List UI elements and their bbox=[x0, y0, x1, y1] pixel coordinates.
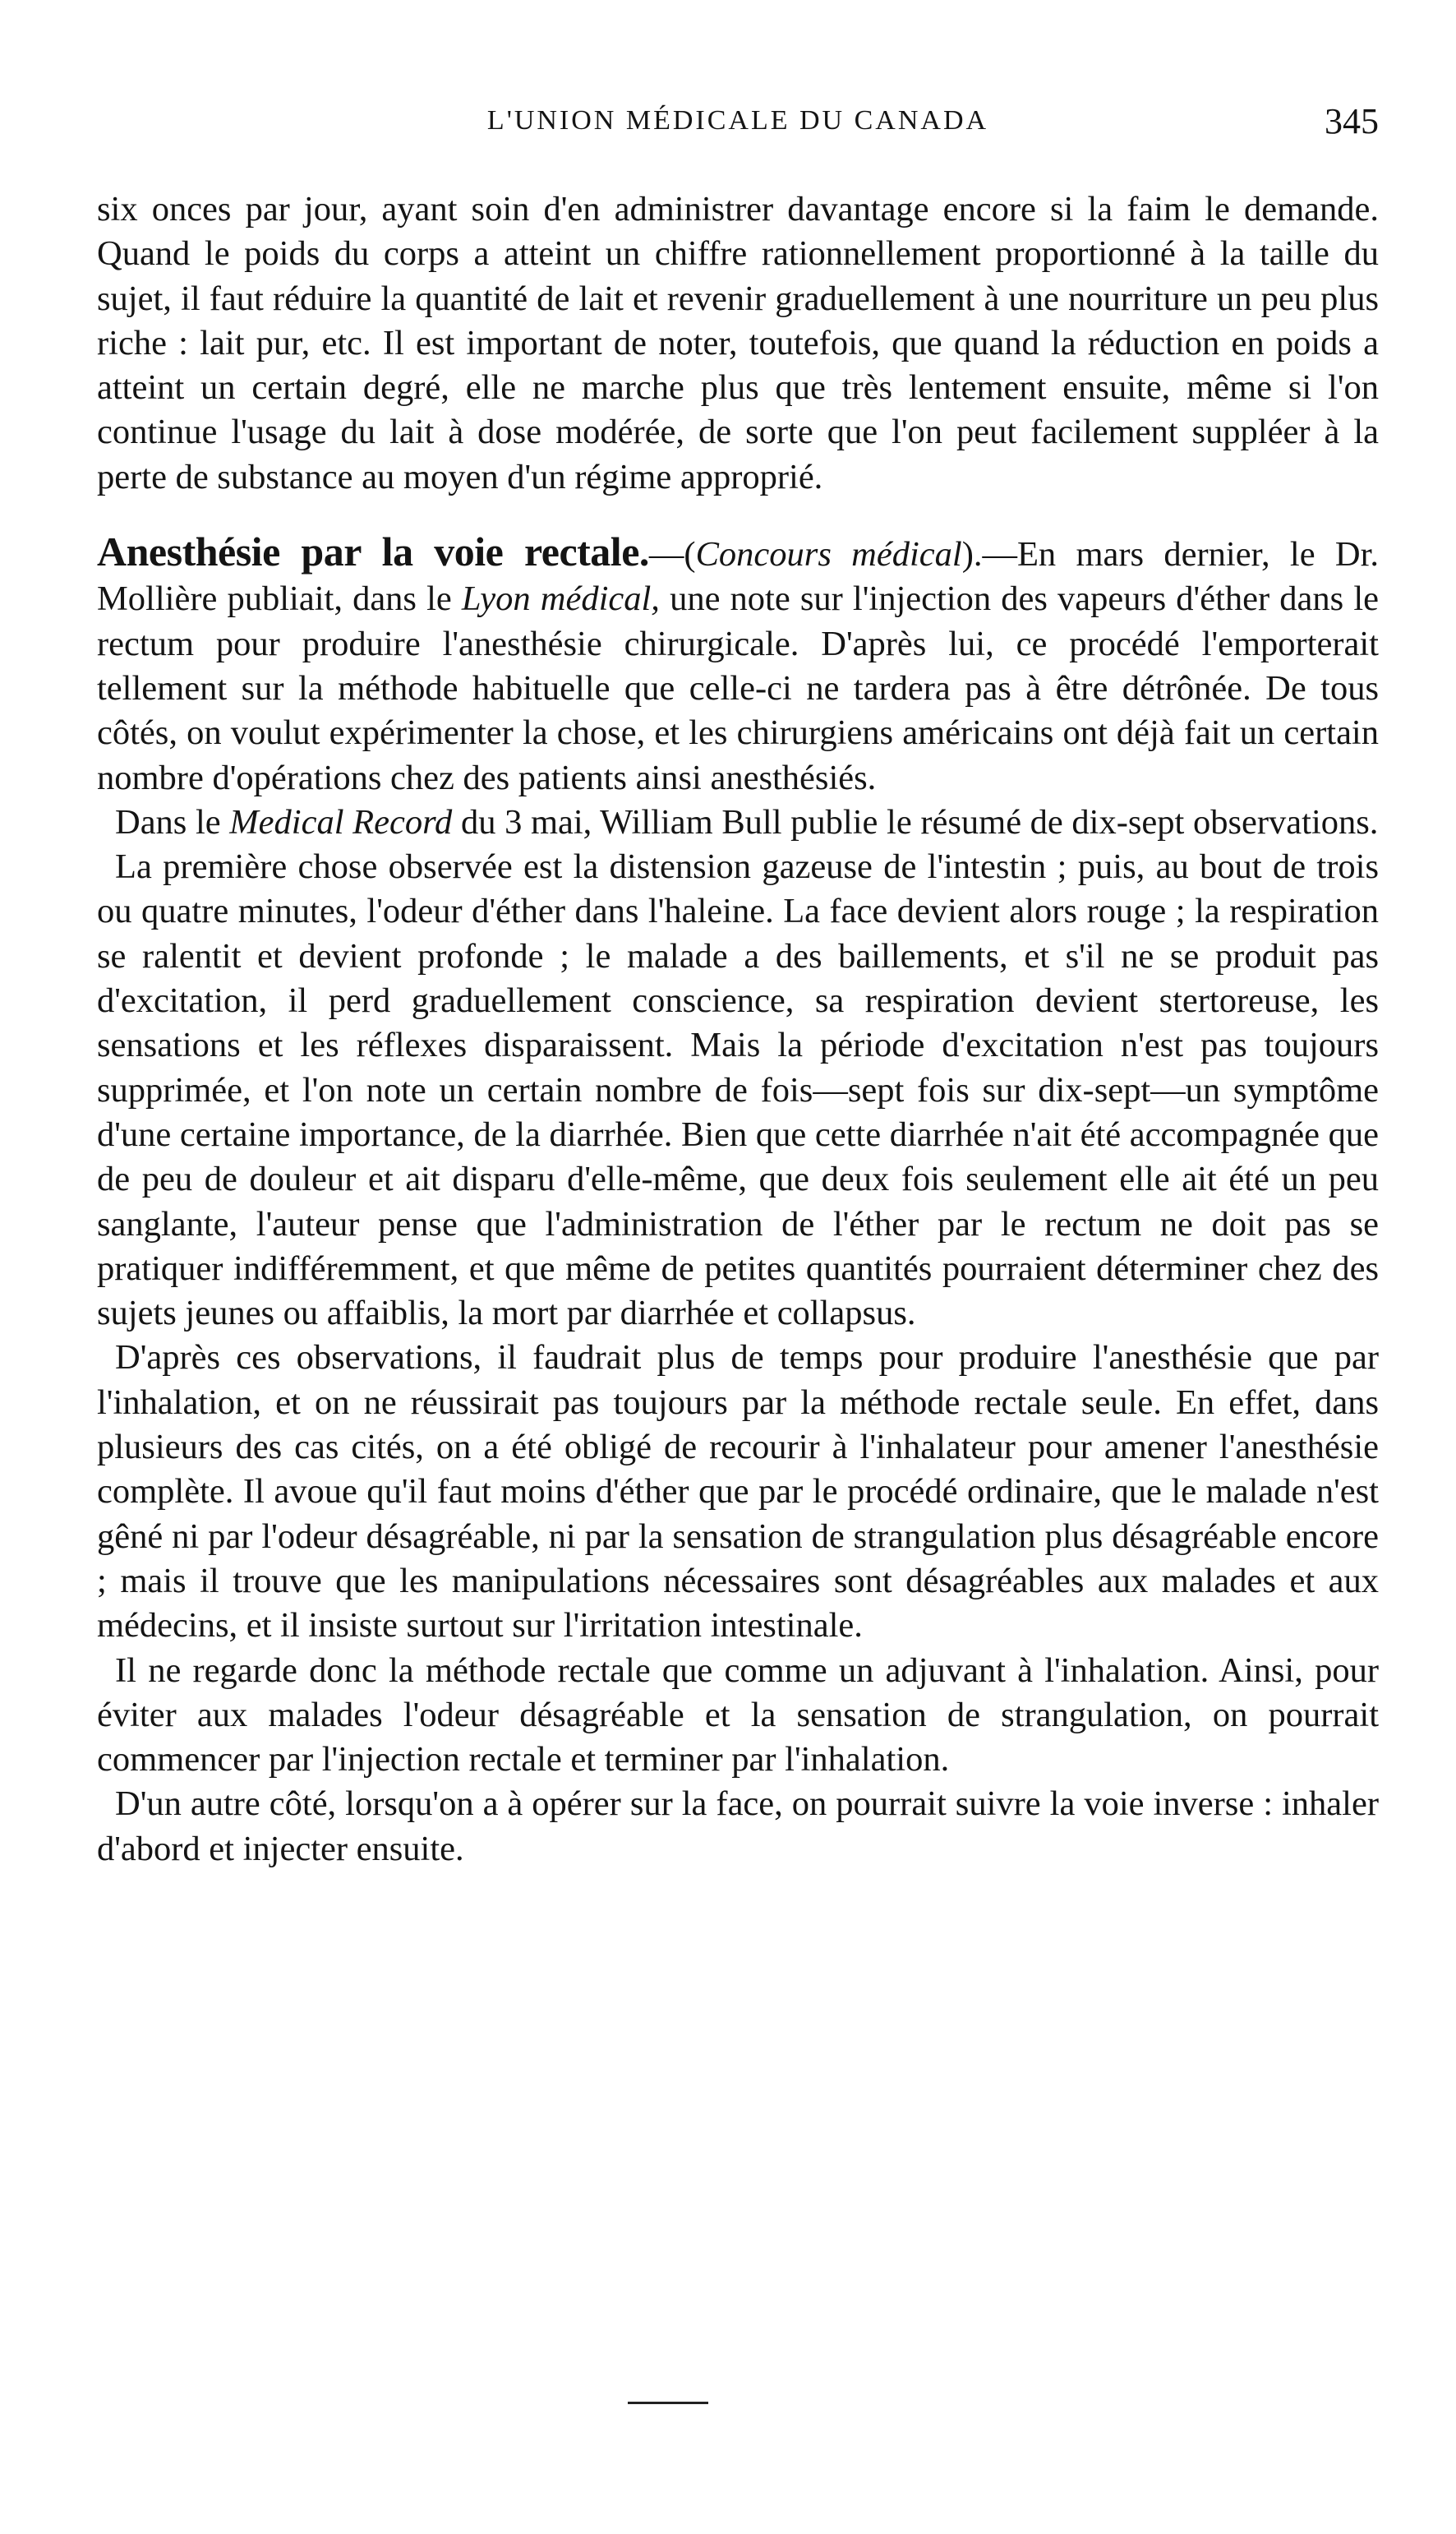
intro-journal-title: Lyon médical, bbox=[461, 579, 660, 619]
paragraph-continued: six onces par jour, ayant soin d'en administrer davantage encore si la faim le demande. Quand le poids du corps a atteint un chiffre rationnellement proportionné à la taille du sujet, il faut réduire la quantité de lait et revenir graduellement à une nourriture un peu plus riche : lait pur, etc. Il est important de noter, toutefois, que quand la réduction en poids a atteint un certain degré, elle ne marche plus que très lentement ensuite, même si l'on continue l'usage du lait à dose modérée, de sorte que l'on peut facilement suppléer à la perte de substance au moyen d'un régime approprié. bbox=[97, 190, 1379, 496]
source-citation: Concours médical bbox=[695, 535, 962, 575]
page-number: 345 bbox=[1325, 101, 1379, 141]
p2-text-part-2: du 3 mai, William Bull publie le résumé de dix-sept observations. bbox=[452, 802, 1379, 842]
section-gap bbox=[97, 500, 1379, 529]
intro-text-part-2: une note sur l'injection des vapeurs d'éther dans le rectum pour produire l'anesthésie chirurgicale. D'après lui, ce procédé l'emporterait tellement sur la méthode habituelle que celle-ci ne tardera pas à être détrônée. De tous côtés, on voulut expérimenter la chose, et les chirurgiens américains ont déjà fait un certain nombre d'opérations chez des patients ainsi anesthésiés. bbox=[97, 579, 1379, 797]
paragraph-inverse: D'un autre côté, lorsqu'on a à opérer sur la face, on pourrait suivre la voie inverse : inhaler d'abord et injecter ensuite. bbox=[97, 1784, 1379, 1868]
section-intro-paragraph bbox=[97, 529, 1379, 801]
p2-journal-title: Medical Record bbox=[229, 802, 453, 842]
end-rule bbox=[628, 2402, 708, 2404]
body-text bbox=[97, 187, 1379, 1872]
page-header bbox=[97, 97, 1379, 155]
paragraph-medical-record bbox=[97, 801, 1379, 845]
paragraph-conclusions: D'après ces observations, il faudrait plus de temps pour produire l'anesthésie que par l'inhalation, et on ne réussirait pas toujours par la méthode rectale seule. En effet, dans plusieurs des cas cités, on a été obligé de recourir à l'inhalateur pour amener l'anesthésie complète. Il avoue qu'il faut moins d'éther que par le procédé ordinaire, que le malade n'est gêné ni par l'odeur désagréable, ni par la sensation de strangulation plus désagréable encore ; mais il trouve que les manipulations nécessaires sont désagréables aux malades et aux médecins, et il insiste surtout sur l'irritation intestinale. bbox=[97, 1338, 1379, 1645]
p2-text-part-1: Dans le bbox=[115, 802, 230, 842]
section-title: Anesthésie par la voie rectale. bbox=[97, 528, 649, 575]
source-dash-close: ).— bbox=[961, 535, 1017, 575]
paragraph-adjuvant: Il ne regarde donc la méthode rectale que comme un adjuvant à l'inhalation. Ainsi, pour éviter aux malades l'odeur désagréable et la sensation de strangulation, on pourrait commencer par l'injection rectale et terminer par l'inhalation. bbox=[97, 1650, 1379, 1779]
intro-text-part-1: En mars dernier, le Dr. Mollière publiait, dans le bbox=[97, 535, 1380, 619]
source-dash-open: —( bbox=[648, 535, 696, 575]
running-title: L'UNION MÉDICALE DU CANADA bbox=[486, 105, 989, 136]
paragraph-observations: La première chose observée est la distension gazeuse de l'intestin ; puis, au bout de trois ou quatre minutes, l'odeur d'éther dans l'haleine. La face devient alors rouge ; la respiration se ralentit et devient profonde ; le malade a des baillements, et s'il ne se produit pas d'excitation, il perd graduellement conscience, sa respiration devient stertoreuse, les sensations et les réflexes disparaissent. Mais la période d'excitation n'est pas toujours supprimée, et l'on note un certain nombre de fois—sept fois sur dix-sept—un symptôme d'une certaine importance, de la diarrhée. Bien que cette diarrhée n'ait été accompagnée que de peu de douleur et ait disparu d'elle-même, que deux fois seulement elle ait été un peu sanglante, l'auteur pense que l'administration de l'éther par le rectum ne doit pas se pratiquer indifféremment, et que même de petites quantités pourraient déterminer chez des sujets jeunes ou affaiblis, la mort par diarrhée et collapsus. bbox=[97, 847, 1379, 1333]
